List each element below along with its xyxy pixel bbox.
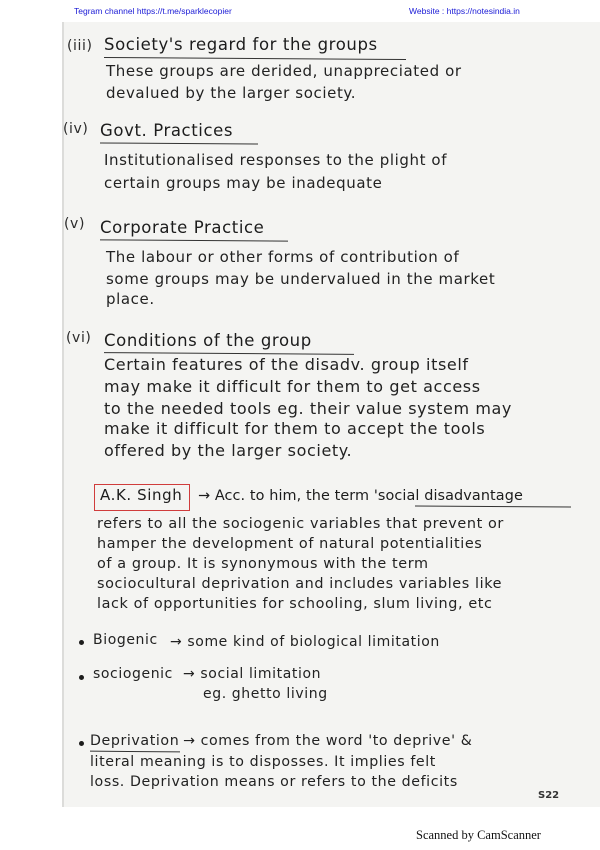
body-line: certain groups may be inadequate: [104, 174, 383, 192]
bullet-term: Deprivation: [90, 733, 180, 749]
section-numeral: (v): [64, 216, 86, 232]
body-line: Certain features of the disadv. group itself: [104, 355, 469, 374]
bullet-term: Biogenic: [93, 632, 158, 648]
bullet-text: → social limitation: [183, 666, 322, 682]
website-link[interactable]: Website : https://notesindia.in: [409, 6, 520, 16]
body-line: sociocultural deprivation and includes variables like: [97, 576, 503, 592]
bullet-dot: [79, 675, 84, 680]
section-numeral: (vi): [66, 330, 92, 346]
body-line: These groups are derided, unappreciated or: [106, 62, 462, 80]
bullet-text: → some kind of biological limitation: [170, 634, 440, 650]
bullet-dot: [79, 741, 84, 746]
telegram-link[interactable]: Tegram channel https://t.me/sparklecopier: [74, 6, 232, 16]
body-line: literal meaning is to disposses. It implies felt: [90, 754, 436, 770]
author-name: A.K. Singh: [100, 486, 183, 504]
body-line: of a group. It is synonymous with the term: [97, 556, 429, 572]
section-heading: Conditions of the group: [104, 331, 312, 350]
body-line: may make it difficult for them to get access: [104, 377, 481, 396]
body-line: The labour or other forms of contribution of: [106, 248, 460, 266]
body-line: hamper the development of natural potentialities: [97, 536, 483, 552]
body-line: refers to all the sociogenic variables that prevent or: [97, 516, 504, 532]
body-line: place.: [106, 290, 155, 308]
body-line: lack of opportunities for schooling, slum living, etc: [97, 596, 493, 612]
body-line: offered by the larger society.: [104, 441, 353, 460]
body-line: make it difficult for them to accept the tools: [104, 419, 486, 438]
bullet-term: sociogenic: [93, 666, 173, 682]
body-line: Institutionalised responses to the plight of: [104, 151, 448, 169]
section-heading: Corporate Practice: [100, 218, 265, 237]
section-heading: Society's regard for the groups: [104, 35, 378, 54]
body-line: loss. Deprivation means or refers to the deficits: [90, 774, 458, 790]
camscanner-footer: Scanned by CamScanner: [416, 828, 541, 842]
definition-intro: → Acc. to him, the term 'social disadvantage: [198, 488, 523, 504]
bullet-example: eg. ghetto living: [203, 686, 328, 702]
body-line: some groups may be undervalued in the market: [106, 270, 496, 288]
body-line: to the needed tools eg. their value system may: [104, 399, 512, 418]
section-numeral: (iii): [67, 38, 93, 54]
section-numeral: (iv): [63, 121, 89, 137]
bullet-dot: [79, 640, 84, 645]
bullet-text: → comes from the word 'to deprive' &: [183, 733, 473, 749]
page-number: S22: [538, 790, 560, 801]
body-line: devalued by the larger society.: [106, 84, 357, 102]
section-heading: Govt. Practices: [100, 121, 234, 140]
